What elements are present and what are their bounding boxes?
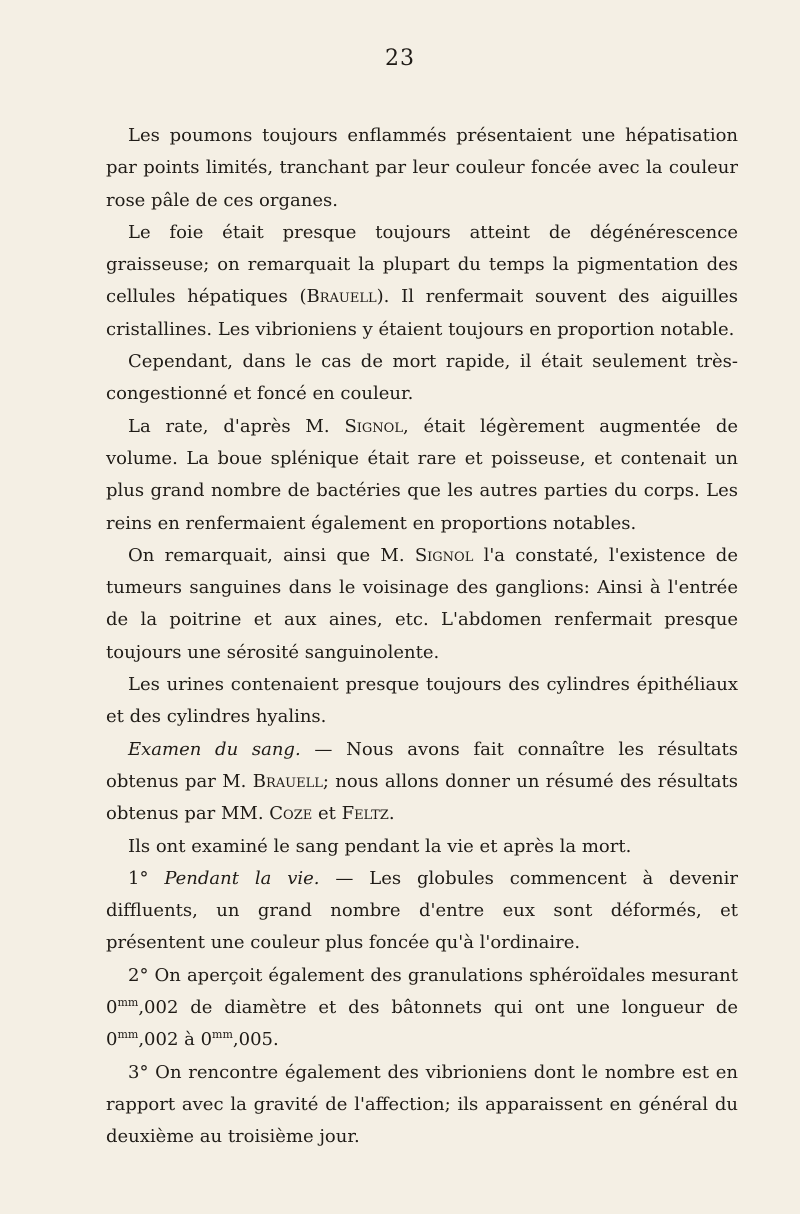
paragraph-urine: Les urines contenaient presque toujours des cylindres épithéliaux et des cylindres hyalins. bbox=[106, 674, 738, 728]
paragraph-rapid-death: Cependant, dans le cas de mort rapide, il était seulement très-congestionné et foncé en couleur. bbox=[106, 351, 738, 405]
author-name: Brauell bbox=[252, 770, 323, 792]
author-name: Brauell bbox=[306, 286, 377, 308]
page-number: 23 bbox=[385, 46, 415, 71]
paragraph-granulations: 2° On aperçoit également des granulations sphéroïdales mesurant $0^{mm},002$ de diamètre et des bâtonnets qui ont une longueur de $0^{mm},002$ à $0^{mm},005$. bbox=[106, 964, 738, 1051]
unit-mm: mm bbox=[117, 1028, 139, 1042]
unit-mm: mm bbox=[212, 1028, 233, 1042]
subsection-heading: Pendant la vie. bbox=[164, 867, 320, 889]
author-name: Feltz bbox=[341, 803, 389, 825]
paragraph-examined: Ils ont examiné le sang pendant la vie et après la mort. bbox=[128, 835, 632, 857]
paragraph-tumors: On remarquait, ainsi que M. Signol l'a constaté, l'existence de tumeurs sanguines dans le voisinage des ganglions: Ainsi à l'entrée de la poitrine et aux aines, etc. L'abdomen renfermait presque toujours une sérosité sanguinolente. bbox=[106, 544, 738, 663]
paragraph-during-life: 1° Pendant la vie. — Les globules commencent à devenir diffluents, un grand nombre d'entre eux sont déformés, et présentent une couleur plus foncée qu'à l'ordinaire. bbox=[106, 867, 738, 954]
section-heading: Examen du sang. bbox=[128, 738, 301, 760]
paragraph-blood-exam: Examen du sang. — Nous avons fait connaître les résultats obtenus par M. Brauell; nous allons donner un résumé des résultats obtenus par MM. Coze et Feltz. bbox=[106, 738, 738, 825]
body-text bbox=[106, 120, 738, 1154]
author-name: Signol bbox=[414, 544, 474, 566]
author-name: Coze bbox=[269, 803, 313, 825]
author-name: Signol bbox=[344, 415, 403, 437]
paragraph-spleen: La rate, d'après M. Signol, était légèrement augmentée de volume. La boue splénique était rare et poisseuse, et contenait un plus grand nombre de bactéries que les autres parties du corps. Les reins en renfermaient également en proportions notables. bbox=[106, 415, 738, 534]
paragraph-vibrionians: 3° On rencontre également des vibrioniens dont le nombre est en rapport avec la gravité de l'affection; ils apparaissent en général du deuxième au troisième jour. bbox=[106, 1061, 738, 1148]
paragraph-liver: Le foie était presque toujours atteint de dégénérescence graisseuse; on remarquait la plupart du temps la pigmentation des cellules hépatiques (Brauell). Il renfermait souvent des aiguilles cristallines. Les vibrioniens y étaient toujours en proportion notable. bbox=[106, 221, 738, 340]
unit-mm: mm bbox=[117, 996, 139, 1010]
paragraph-lungs: Les poumons toujours enflammés présentaient une hépatisation par points limités, tranchant par leur couleur foncée avec la couleur rose pâle de ces organes. bbox=[106, 125, 738, 211]
